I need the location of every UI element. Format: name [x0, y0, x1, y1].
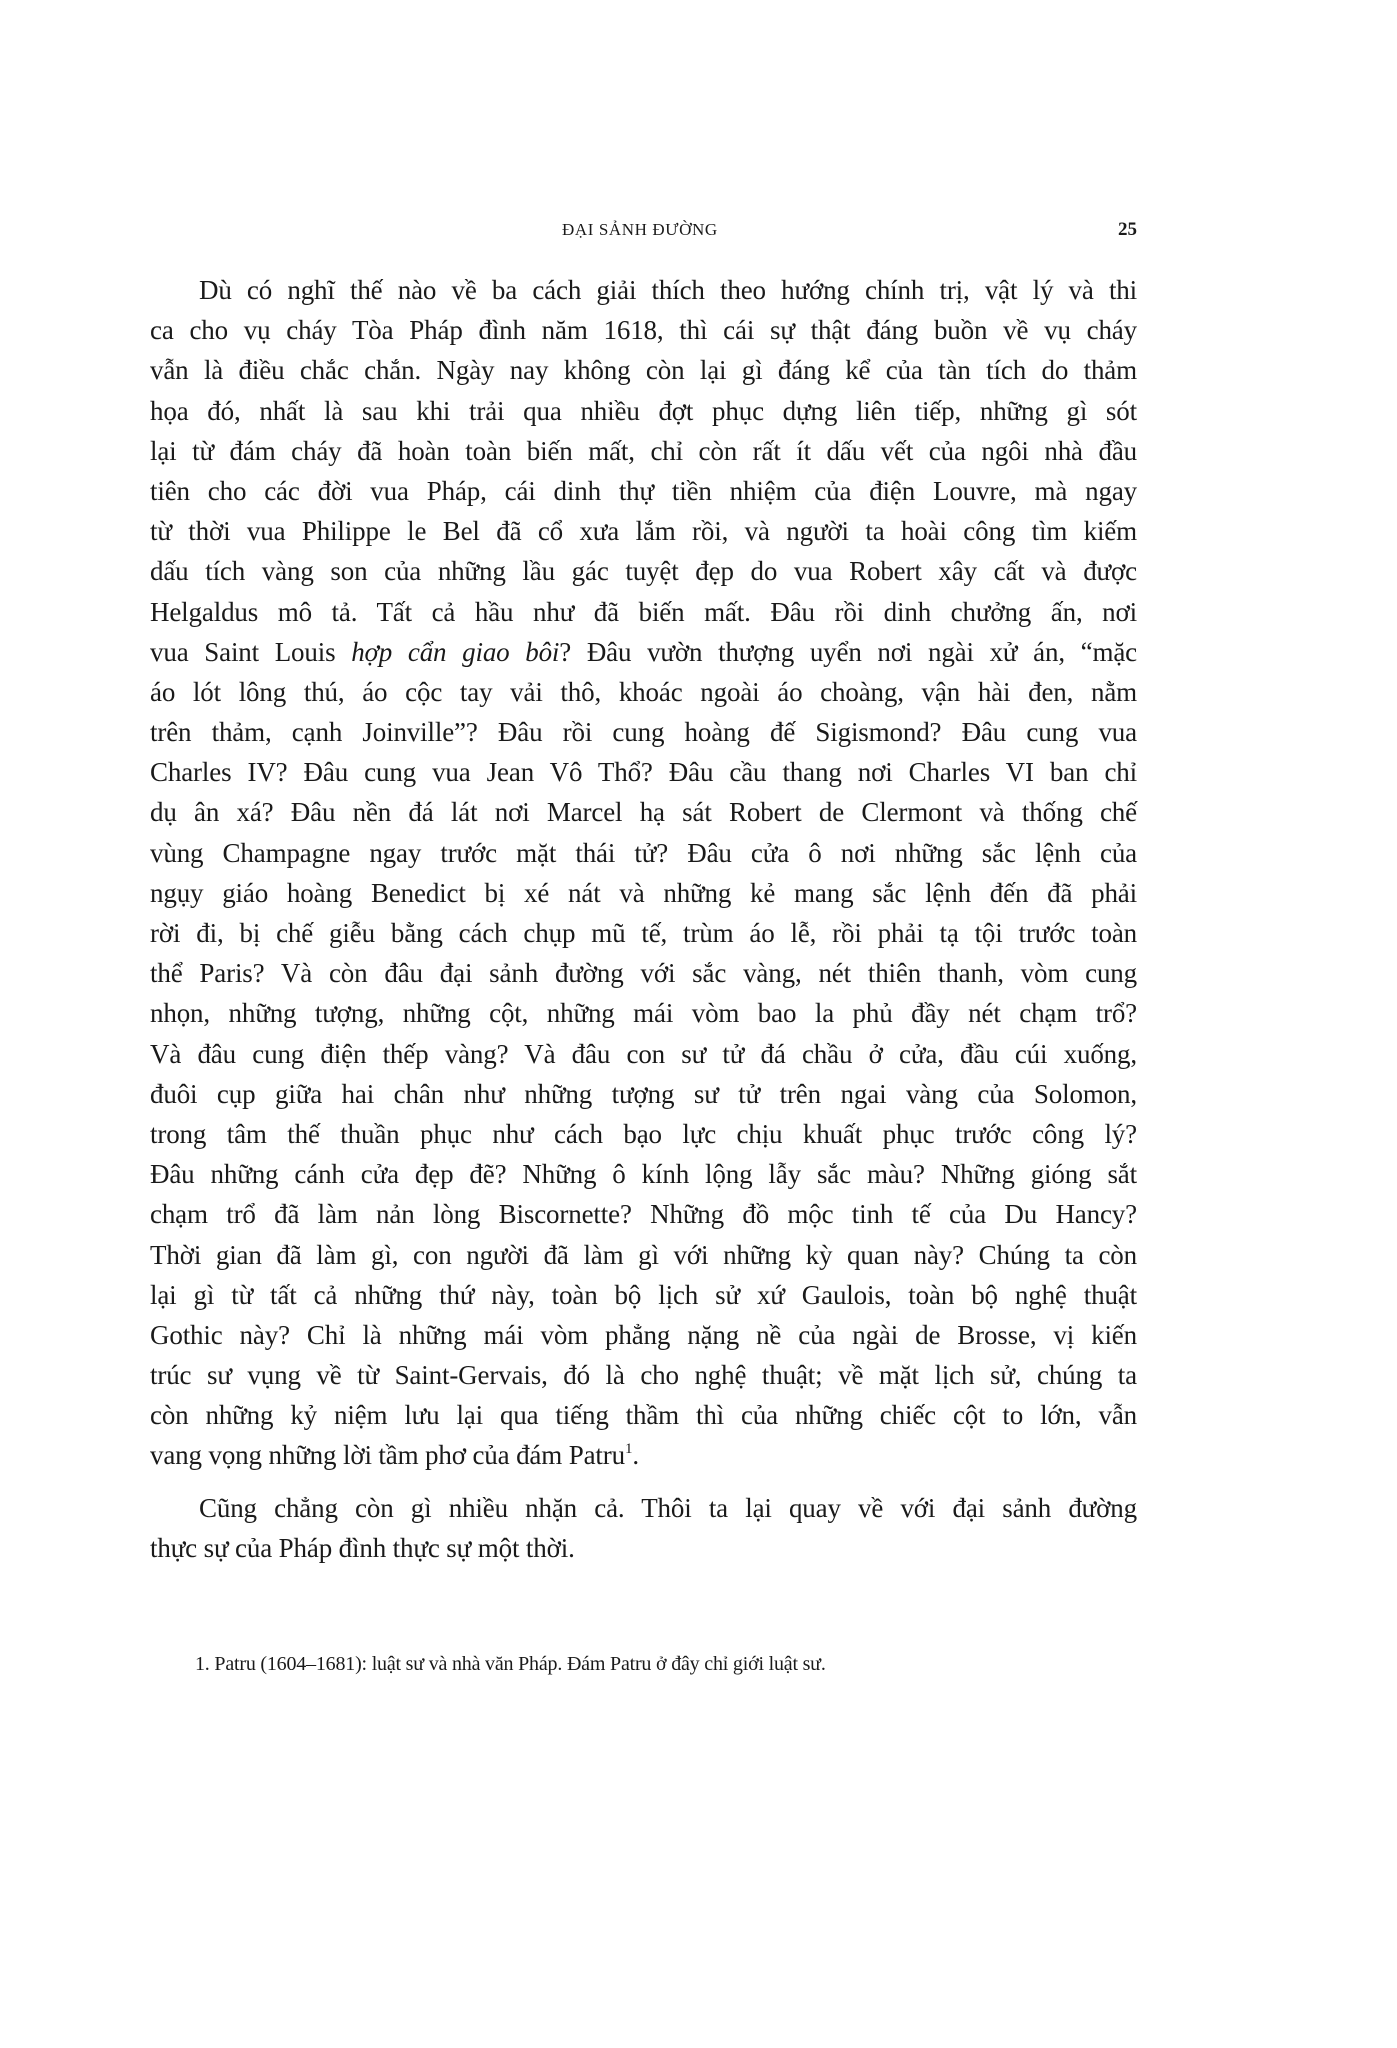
text-line: vẫn là điều chắc chắn. Ngày nay không còn lại gì đáng kể của tàn tích do thảm — [150, 355, 1137, 386]
italic-phrase: hợp cẩn giao bôi — [351, 636, 560, 667]
page-number: 25 — [1118, 219, 1137, 240]
text-line: thể Paris? Và còn đâu đại sảnh đường với sắc vàng, nét thiên thanh, vòm cung — [150, 958, 1137, 989]
text-line: áo lót lông thú, áo cộc tay vải thô, khoác ngoài áo choàng, vận hài đen, nằm — [150, 676, 1137, 707]
running-title: ĐẠI SẢNH ĐƯỜNG — [562, 220, 718, 239]
text-line: Và đâu cung điện thếp vàng? Và đâu con sư tử đá chầu ở cửa, đầu cúi xuống, — [150, 1038, 1137, 1069]
text-line: họa đó, nhất là sau khi trải qua nhiều đợt phục dựng liên tiếp, những gì sót — [150, 395, 1137, 426]
text-line: nhọn, những tượng, những cột, những mái vòm bao la phủ đầy nét chạm trổ? — [150, 998, 1137, 1029]
text-line: Charles IV? Đâu cung vua Jean Vô Thổ? Đâu cầu thang nơi Charles VI ban chỉ — [150, 757, 1137, 788]
text-line: Cũng chẳng còn gì nhiều nhặn cả. Thôi ta lại quay về với đại sảnh đường — [199, 1492, 1137, 1523]
text-line: vùng Champagne ngay trước mặt thái tử? Đâu cửa ô nơi những sắc lệnh của — [150, 837, 1137, 868]
text-line: Helgaldus mô tả. Tất cả hầu như đã biến mất. Đâu rồi dinh chưởng ấn, nơi — [150, 596, 1137, 627]
text-line: ngụy giáo hoàng Benedict bị xé nát và những kẻ mang sắc lệnh đến đã phải — [150, 877, 1137, 908]
text-line: vua Saint Louis hợp cẩn giao bôi? Đâu vườn thượng uyển nơi ngài xử án, “mặc — [150, 636, 1137, 667]
text-line: thực sự của Pháp đình thực sự một thời. — [150, 1532, 575, 1563]
text-line: trong tâm thế thuần phục như cách bạo lực chịu khuất phục trước công lý? — [150, 1118, 1137, 1149]
text-line: Đâu những cánh cửa đẹp đẽ? Những ô kính lộng lẫy sắc màu? Những gióng sắt — [150, 1159, 1137, 1190]
body-text — [150, 270, 1137, 1568]
text-line: Dù có nghĩ thế nào về ba cách giải thích theo hướng chính trị, vật lý và thi — [199, 275, 1137, 305]
text-line: còn những kỷ niệm lưu lại qua tiếng thầm thì của những chiếc cột to lớn, vẫn — [150, 1400, 1137, 1431]
text-line: tiên cho các đời vua Pháp, cái dinh thự tiền nhiệm của điện Louvre, mà ngay — [150, 475, 1137, 506]
running-header — [150, 218, 1137, 242]
text-line: trúc sư vụng về từ Saint-Gervais, đó là cho nghệ thuật; về mặt lịch sử, chúng ta — [150, 1360, 1137, 1391]
footnote-1: 1. Patru (1604–1681): luật sư và nhà văn Pháp. Đám Patru ở đây chỉ giới luật sư. — [195, 1653, 826, 1675]
text-line: lại gì từ tất cả những thứ này, toàn bộ lịch sử xứ Gaulois, toàn bộ nghệ thuật — [150, 1279, 1137, 1310]
text-line: Thời gian đã làm gì, con người đã làm gì với những kỳ quan này? Chúng ta còn — [150, 1239, 1137, 1270]
footnote-reference[interactable]: 1 — [624, 1441, 633, 1458]
text-line: từ thời vua Philippe le Bel đã cổ xưa lắm rồi, và người ta hoài công tìm kiếm — [150, 516, 1137, 547]
text-line: dụ ân xá? Đâu nền đá lát nơi Marcel hạ sát Robert de Clermont và thống chế — [150, 797, 1137, 828]
text-line: Gothic này? Chỉ là những mái vòm phẳng nặng nề của ngài de Brosse, vị kiến — [150, 1319, 1137, 1350]
text-line: trên thảm, cạnh Joinville”? Đâu rồi cung hoàng đế Sigismond? Đâu cung vua — [150, 717, 1137, 748]
text-line: vang vọng những lời tầm phơ của đám Patru$^1$. — [150, 1440, 639, 1471]
text-line: lại từ đám cháy đã hoàn toàn biến mất, chỉ còn rất ít dấu vết của ngôi nhà đầu — [150, 435, 1137, 466]
text-line: rời đi, bị chế giễu bằng cách chụp mũ tế, trùm áo lễ, rồi phải tạ tội trước toàn — [150, 918, 1137, 948]
text-line: ca cho vụ cháy Tòa Pháp đình năm 1618, thì cái sự thật đáng buồn về vụ cháy — [150, 315, 1137, 346]
text-line: đuôi cụp giữa hai chân như những tượng sư tử trên ngai vàng của Solomon, — [150, 1078, 1137, 1109]
text-line: dấu tích vàng son của những lầu gác tuyệt đẹp do vua Robert xây cất và được — [150, 556, 1137, 587]
paragraph-2 — [150, 1488, 1137, 1568]
text-line: chạm trổ đã làm nản lòng Biscornette? Những đồ mộc tinh tế của Du Hancy? — [150, 1199, 1137, 1230]
paragraph-1 — [150, 270, 1137, 1476]
